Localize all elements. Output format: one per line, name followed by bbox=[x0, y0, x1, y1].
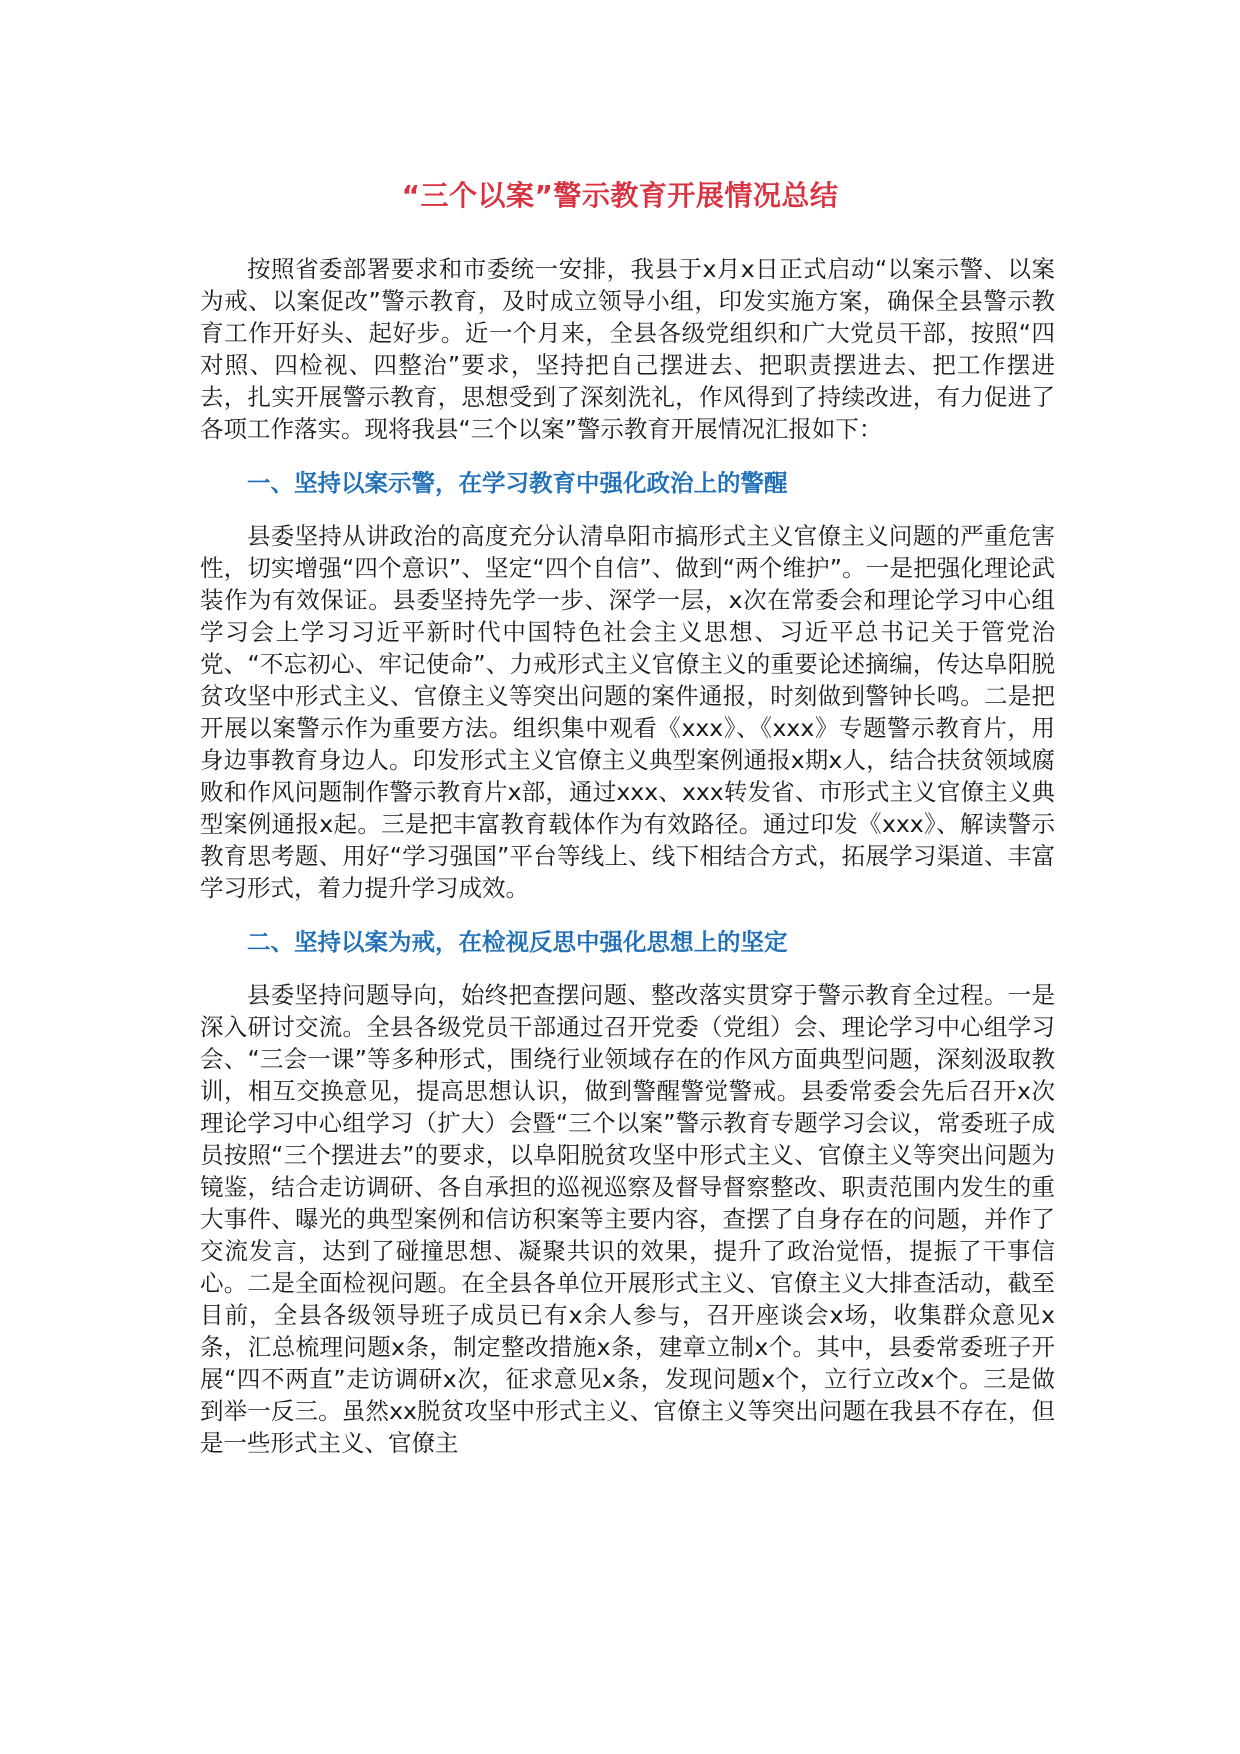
document-title: “三个以案”警示教育开展情况总结 bbox=[401, 179, 839, 212]
section-2-paragraph: 县委坚持问题导向，始终把查摆问题、整改落实贯穿于警示教育全过程。一是深入研讨交流。全县各级党员干部通过召开党委（党组）会、理论学习中心组学习会、“三会一课”等多种形式，围绕行业领域存在的作风方面典型问题，深刻汲取教训，相互交换意见，提高思想认识，做到警醒警觉警戒。县委常委会先后召开x次理论学习中心组学习（扩大）会暨“三个以案”警示教育专题学习会议，常委班子成员按照“三个摆进去”的要求，以阜阳脱贫攻坚中形式主义、官僚主义等突出问题为镜鉴，结合走访调研、各自承担的巡视巡察及督导督察整改、职责范围内发生的重大事件、曝光的典型案例和信访积案等主要内容，查摆了自身存在的问题，并作了交流发言，达到了碰撞思想、凝聚共识的效果，提升了政治觉悟，提振了干事信心。二是全面检视问题。在全县各单位开展形式主义、官僚主义大排查活动，截至目前，全县各级领导班子成员已有x余人参与，召开座谈会x场，收集群众意见x条，汇总梳理问题x条，制定整改措施x条，建章立制x个。其中，县委常委班子开展“四不两直”走访调研x次，征求意见x条，发现问题x个，立行立改x个。三是做到举一反三。虽然xx脱贫攻坚中形式主义、官僚主义等突出问题在我县不存在，但是一些形式主义、官僚主 bbox=[200, 981, 1055, 1457]
section-1-heading: 一、坚持以案示警，在学习教育中强化政治上的警醒 bbox=[247, 469, 788, 497]
section-2-heading: 二、坚持以案为戒，在检视反思中强化思想上的坚定 bbox=[247, 928, 788, 956]
intro-paragraph: 按照省委部署要求和市委统一安排，我县于x月x日正式启动“以案示警、以案为戒、以案促改”警示教育，及时成立领导小组，印发实施方案，确保全县警示教育工作开好头、起好步。近一个月来，全县各级党组织和广大党员干部，按照“四对照、四检视、四整治”要求，坚持把自己摆进去、把职责摆进去、把工作摆进去，扎实开展警示教育，思想受到了深刻洗礼，作风得到了持续改进，有力促进了各项工作落实。现将我县“三个以案”警示教育开展情况汇报如下： bbox=[200, 255, 1055, 443]
document-body bbox=[200, 253, 1055, 1459]
section-1-paragraph: 县委坚持从讲政治的高度充分认清阜阳市搞形式主义官僚主义问题的严重危害性，切实增强“四个意识”、坚定“四个自信”、做到“两个维护”。一是把强化理论武装作为有效保证。县委坚持先学一步、深学一层，x次在常委会和理论学习中心组学习会上学习习近平新时代中国特色社会主义思想、习近平总书记关于管党治党、“不忘初心、牢记使命”、力戒形式主义官僚主义的重要论述摘编，传达阜阳脱贫攻坚中形式主义、官僚主义等突出问题的案件通报，时刻做到警钟长鸣。二是把开展以案警示作为重要方法。组织集中观看《xxx》、《xxx》专题警示教育片，用身边事教育身边人。印发形式主义官僚主义典型案例通报x期x人，结合扶贫领域腐败和作风问题制作警示教育片x部，通过xxx、xxx转发省、市形式主义官僚主义典型案例通报x起。三是把丰富教育载体作为有效路径。通过印发《xxx》、解读警示教育思考题、用好“学习强国”平台等线上、线下相结合方式，拓展学习渠道、丰富学习形式，着力提升学习成效。 bbox=[200, 522, 1055, 902]
